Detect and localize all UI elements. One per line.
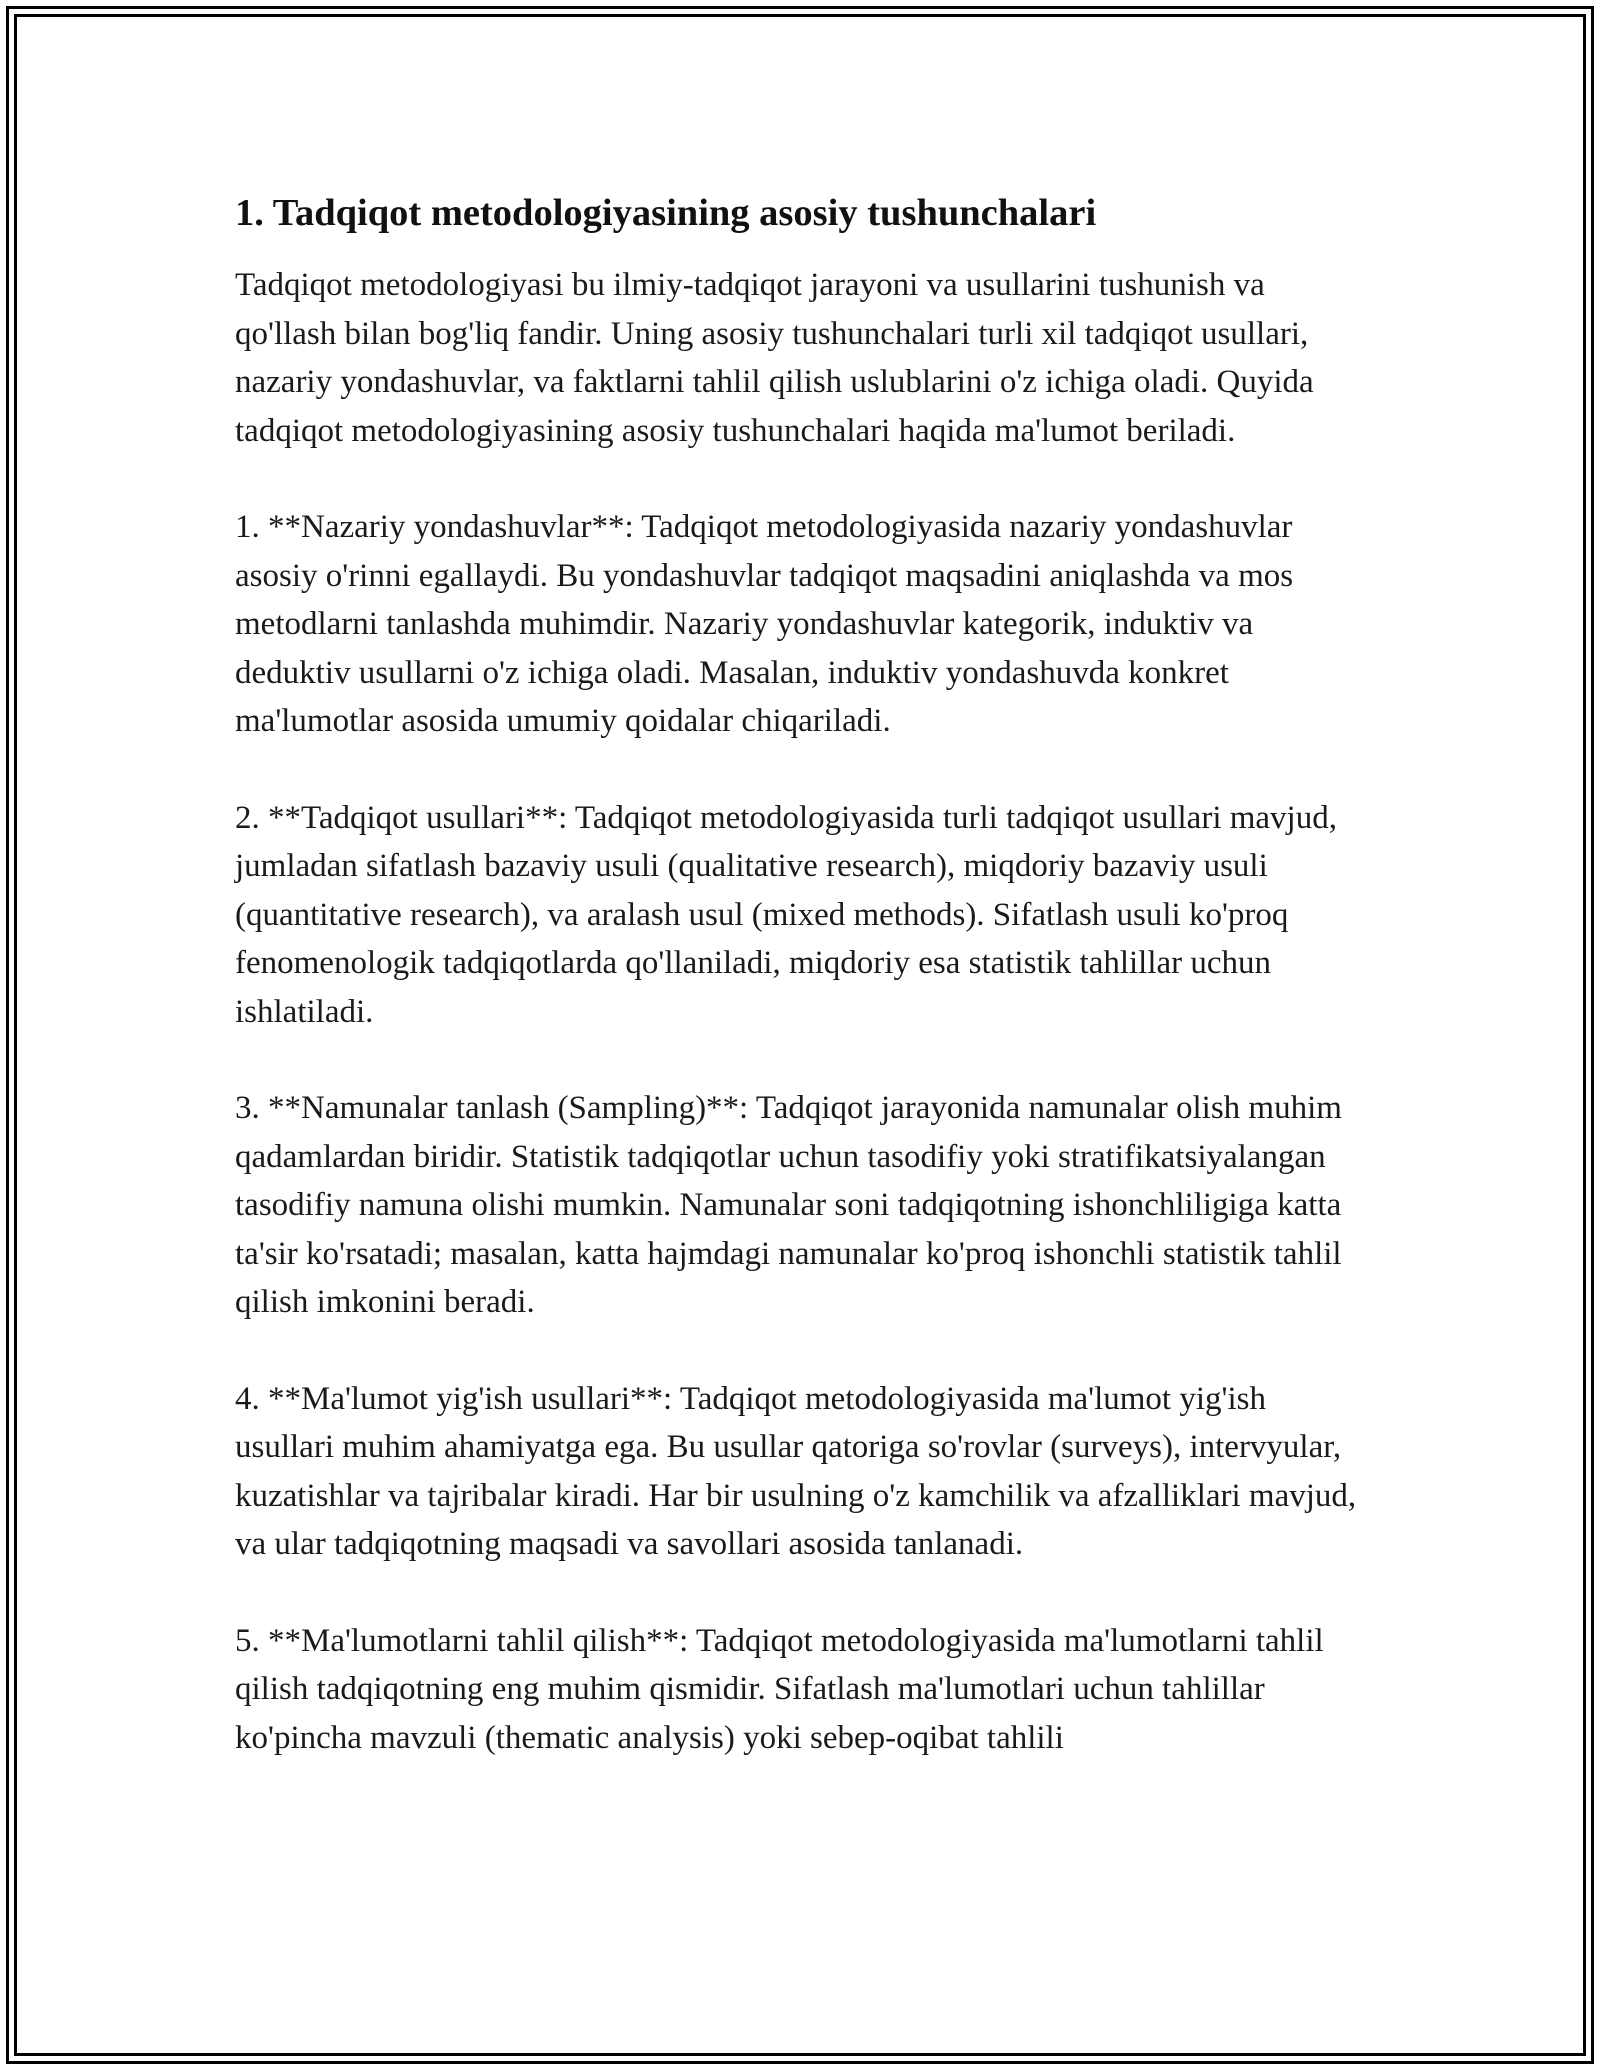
paragraph-tadqiqot-usullari: 2. **Tadqiqot usullari**: Tadqiqot metodologiyasida turli tadqiqot usullari mavjud, jumladan sifatlash bazaviy usuli (qualitative research), miqdoriy bazaviy usuli (quantitative research), va aralash usul (mixed methods). Sifatlash usuli ko'proq fenomenologik tadqiqotlarda qo'llaniladi, miqdoriy esa statistik tahlillar uchun ishlatiladi. — [235, 799, 1337, 1030]
paragraph-nazariy-yondashuvlar: 1. **Nazariy yondashuvlar**: Tadqiqot metodologiyasida nazariy yondashuvlar asosiy o'rinni egallaydi. Bu yondashuvlar tadqiqot maqsadini aniqlashda va mos metodlarni tanlashda muhimdir. Nazariy yondashuvlar kategorik, induktiv va deduktiv usullarni o'z ichiga oladi. Masalan, induktiv yondashuvda konkret ma'lumotlar asosida umumiy qoidalar chiqariladi. — [235, 509, 1294, 739]
page-title: 1. Tadqiqot metodologiyasining asosiy tushunchalari — [235, 192, 1097, 234]
document-body — [235, 185, 1370, 1810]
paragraph-namunalar-tanlash: 3. **Namunalar tanlash (Sampling)**: Tadqiqot jarayonida namunalar olish muhim qadamlardan biridir. Statistik tadqiqotlar uchun tasodifiy yoki stratifikatsiyalangan tasodifiy namuna olishi mumkin. Namunalar soni tadqiqotning ishonchliligiga katta ta'sir ko'rsatadi; masalan, katta hajmdagi namunalar ko'proq ishonchli statistik tahlil qilish imkonini beradi. — [235, 1090, 1342, 1320]
paragraph-malumotlarni-tahlil: 5. **Ma'lumotlarni tahlil qilish**: Tadqiqot metodologiyasida ma'lumotlarni tahlil qilish tadqiqotning eng muhim qismidir. Sifatlash ma'lumotlari uchun tahlillar ko'pincha mavzuli (thematic analysis) yoki sebep-oqibat tahlili — [235, 1622, 1324, 1756]
paragraph-malumot-yigish: 4. **Ma'lumot yig'ish usullari**: Tadqiqot metodologiyasida ma'lumot yig'ish usullari muhim ahamiyatga ega. Bu usullar qatoriga so'rovlar (surveys), intervyular, kuzatishlar va tajribalar kiradi. Har bir usulning o'z kamchilik va afzalliklari mavjud, va ular tadqiqotning maqsadi va savollari asosida tanlanadi. — [235, 1380, 1357, 1562]
paragraph-intro: Tadqiqot metodologiyasi bu ilmiy-tadqiqot jarayoni va usullarini tushunish va qo'llash bilan bog'liq fandir. Uning asosiy tushunchalari turli xil tadqiqot usullari, nazariy yondashuvlar, va faktlarni tahlil qilish uslublarini o'z ichiga oladi. Quyida tadqiqot metodologiyasining asosiy tushunchalari haqida ma'lumot beriladi. — [235, 267, 1314, 449]
